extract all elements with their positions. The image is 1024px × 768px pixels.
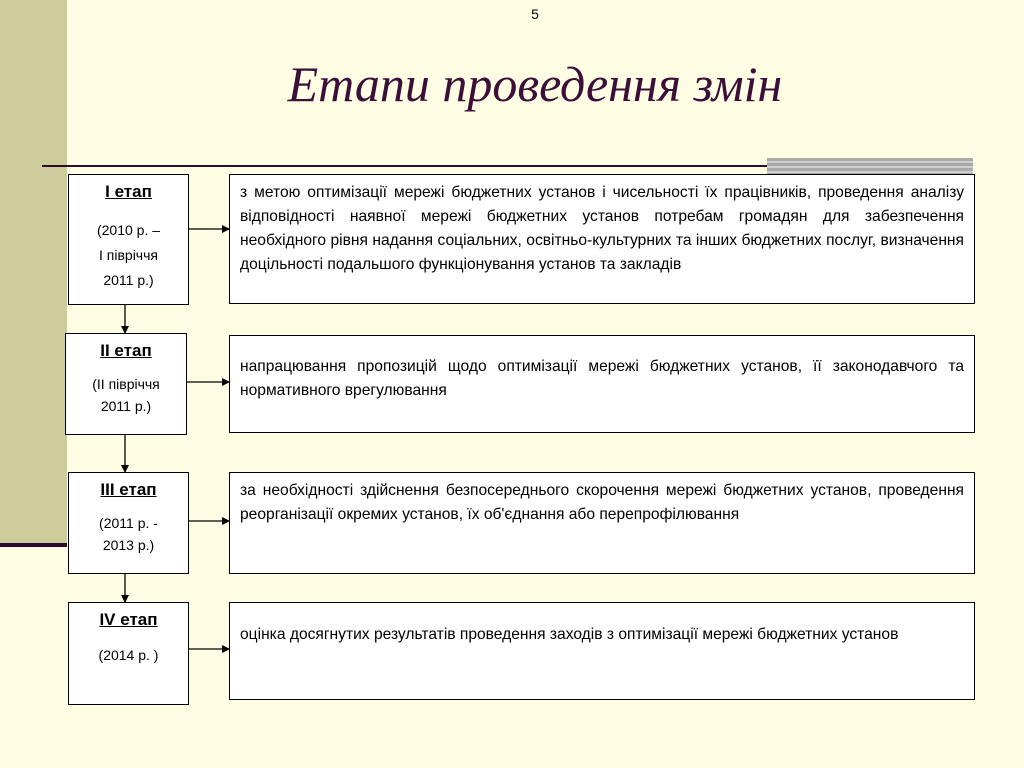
stage-3-name: ІІІ етап [100, 480, 157, 499]
stage-3-description: за необхідності здійснення безпосереднього скорочення мережі бюджетних установ, проведення реорганізації окремих установ, їх об'єднання або перепрофілювання [240, 482, 964, 523]
stage-4-name: IV етап [99, 610, 158, 629]
stage-2-description: напрацювання пропозицій щодо оптимізації мережі бюджетних установ, її законодавчого та нормативного врегулювання [240, 358, 964, 399]
stage-1-period-line-1: (2010 р. – [96, 222, 161, 238]
stage-4-description: оцінка досягнутих результатів проведення заходів з оптимізації мережі бюджетних установ [240, 626, 899, 643]
stage-1-period-line-2: І півріччя [99, 247, 158, 263]
stage-4-period: (2014 р. ) [98, 647, 159, 663]
slide-title: Етапи проведення змін [287, 56, 783, 112]
stage-3-period-line-1: (2011 р. - [99, 515, 158, 531]
stage-1-period-line-3: 2011 р.) [103, 272, 154, 288]
stage-1-description: з метою оптимізації мережі бюджетних установ і чисельності їх працівників, проведення аналізу відповідності наявної мережі бюджетних установ потребам громадян для забезпечення необхідного рівня надання соціальних, освітньо-культурних та інших бюджетних послуг, визначення доцільності подальшого функціонування установ та закладів [240, 184, 964, 273]
stage-2-period-line-1: (ІІ півріччя [92, 376, 160, 392]
stage-2-name: ІІ етап [100, 341, 152, 360]
page-number: 5 [531, 6, 539, 22]
stage-1-name: І етап [105, 182, 152, 201]
stage-2-period-line-2: 2011 р.) [100, 398, 152, 414]
stage-3-period-line-2: 2013 р.) [102, 537, 155, 553]
